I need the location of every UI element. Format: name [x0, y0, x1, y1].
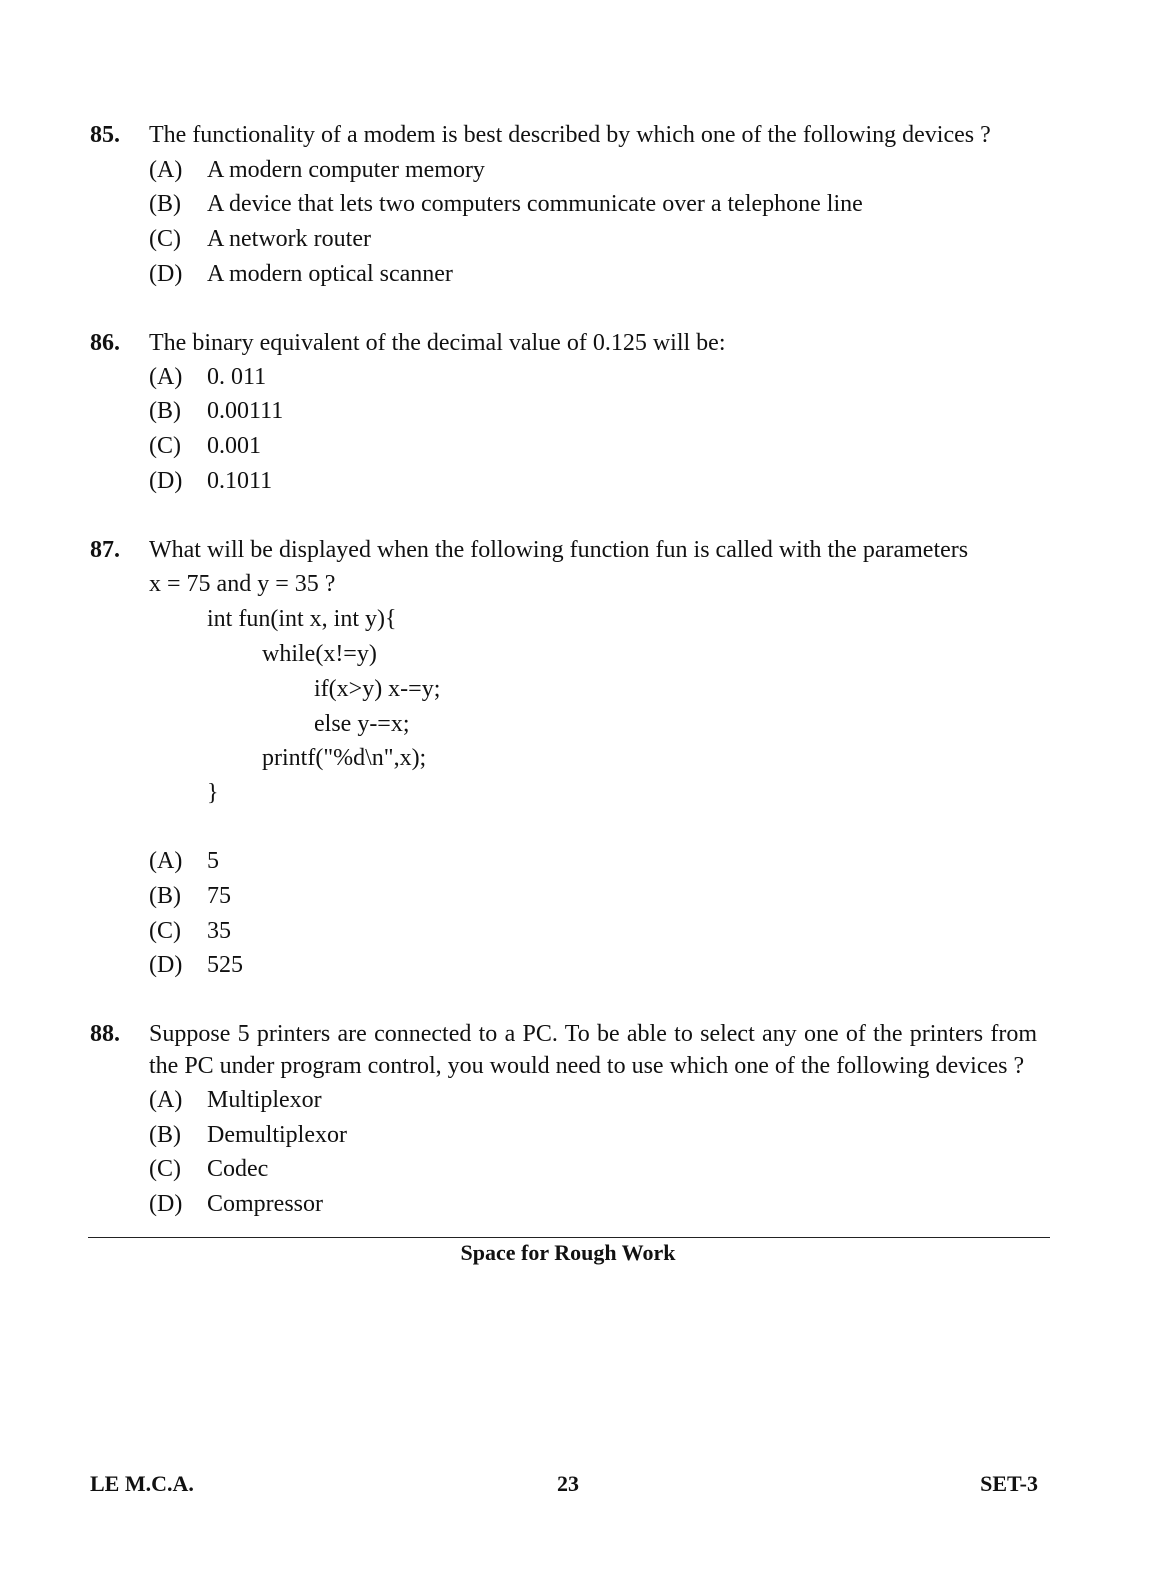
- footer-page-number: 23: [557, 1471, 579, 1496]
- rough-work-label: Space for Rough Work: [460, 1240, 676, 1265]
- code-line: while(x!=y): [262, 641, 377, 667]
- option-letter: (C): [149, 226, 181, 252]
- option-letter: (D): [149, 1191, 183, 1217]
- option-text: 75: [207, 883, 231, 909]
- option-text: 525: [207, 952, 243, 978]
- option-letter: (B): [149, 398, 181, 424]
- option-text: A modern optical scanner: [207, 261, 453, 287]
- option-text: 0.00111: [207, 398, 284, 424]
- option-text: A network router: [207, 226, 371, 252]
- option-text: 0.1011: [207, 468, 273, 494]
- option-letter: (D): [149, 952, 183, 978]
- question-number: 87.: [90, 537, 120, 563]
- question-text: The binary equivalent of the decimal value of 0.125 will be:: [149, 330, 726, 356]
- footer-exam-code: LE M.C.A.: [90, 1471, 194, 1496]
- option-text: 5: [207, 848, 219, 874]
- option-text: 0. 011: [207, 364, 267, 390]
- option-letter: (B): [149, 191, 181, 217]
- option-letter: (C): [149, 918, 181, 944]
- question-text: The functionality of a modem is best described by which one of the following devices ?: [149, 122, 991, 148]
- code-line: if(x>y) x-=y;: [314, 676, 441, 702]
- code-line: }: [207, 780, 219, 806]
- option-text: A device that lets two computers communicate over a telephone line: [207, 191, 863, 217]
- option-text: Multiplexor: [207, 1087, 322, 1113]
- footer-set-code: SET-3: [980, 1471, 1038, 1496]
- question-number: 85.: [90, 122, 120, 148]
- question-text: Suppose 5 printers are connected to a PC. To be able to select any one of the printers from: [149, 1021, 1037, 1047]
- option-letter: (D): [149, 261, 183, 287]
- option-text: Demultiplexor: [207, 1122, 347, 1148]
- option-text: Codec: [207, 1156, 269, 1182]
- option-text: A modern computer memory: [207, 157, 485, 183]
- option-text: 0.001: [207, 433, 261, 459]
- question-number: 88.: [90, 1021, 120, 1047]
- code-line: printf("%d\n",x);: [262, 745, 427, 771]
- option-text: Compressor: [207, 1191, 323, 1217]
- option-letter: (A): [149, 1087, 183, 1113]
- rough-work-divider: [88, 1237, 1050, 1238]
- option-letter: (A): [149, 848, 183, 874]
- question-text: What will be displayed when the following function fun is called with the parameters: [149, 537, 969, 563]
- question-number: 86.: [90, 330, 120, 356]
- code-line: int fun(int x, int y){: [207, 606, 397, 632]
- option-letter: (D): [149, 468, 183, 494]
- option-letter: (A): [149, 364, 183, 390]
- option-letter: (B): [149, 1122, 181, 1148]
- code-line: else y-=x;: [314, 711, 410, 737]
- question-text: x = 75 and y = 35 ?: [149, 571, 336, 597]
- option-text: 35: [207, 918, 231, 944]
- option-letter: (B): [149, 883, 181, 909]
- option-letter: (C): [149, 1156, 181, 1182]
- option-letter: (A): [149, 157, 183, 183]
- question-text: the PC under program control, you would need to use which one of the following devices ?: [149, 1053, 1025, 1079]
- option-letter: (C): [149, 433, 181, 459]
